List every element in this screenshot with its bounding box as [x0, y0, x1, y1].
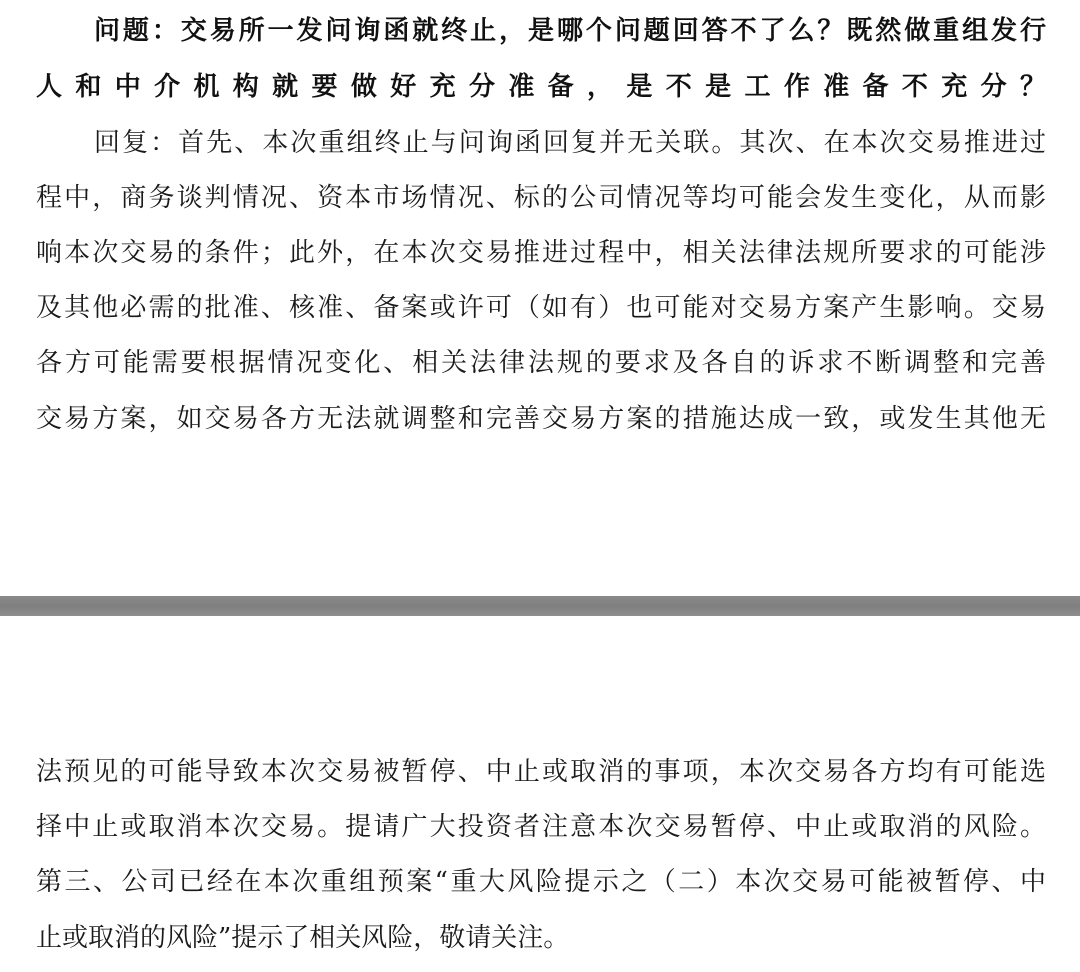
reply-line-4: 及其他必需的批准、核准、备案或许可（如有）也可能对交易方案产生影响。交易: [36, 293, 1046, 323]
reply-line-3: 响本次交易的条件；此外，在本次交易推进过程中，相关法律法规所要求的可能涉: [36, 238, 1046, 268]
reply-line-2: 程中，商务谈判情况、资本市场情况、标的公司情况等均可能会发生变化，从而影: [36, 183, 1046, 213]
continued-line-4: 止或取消的风险”提示了相关风险，敬请关注。: [36, 923, 570, 953]
question-line-2: 人和中介机构就要做好充分准备，是不是工作准备不充分？: [36, 72, 1046, 102]
reply-line-5: 各方可能需要根据情况变化、相关法律法规的要求及各自的诉求不断调整和完善: [36, 348, 1046, 378]
question-line-1: 问题：交易所一发问询函就终止，是哪个问题回答不了么？既然做重组发行: [94, 16, 1046, 46]
continued-line-1: 法预见的可能导致本次交易被暂停、中止或取消的事项，本次交易各方均有可能选: [36, 757, 1046, 787]
reply-line-6: 交易方案，如交易各方无法就调整和完善交易方案的措施达成一致，或发生其他无: [36, 404, 1046, 434]
page-2: [0, 616, 1080, 972]
page-separator: [0, 596, 1080, 616]
reply-line-1: 回复：首先、本次重组终止与问询函回复并无关联。其次、在本次交易推进过: [94, 128, 1046, 158]
continued-line-3: 第三、公司已经在本次重组预案“重大风险提示之（二）本次交易可能被暂停、中: [36, 867, 1046, 897]
continued-line-2: 择中止或取消本次交易。提请广大投资者注意本次交易暂停、中止或取消的风险。: [36, 812, 1046, 842]
